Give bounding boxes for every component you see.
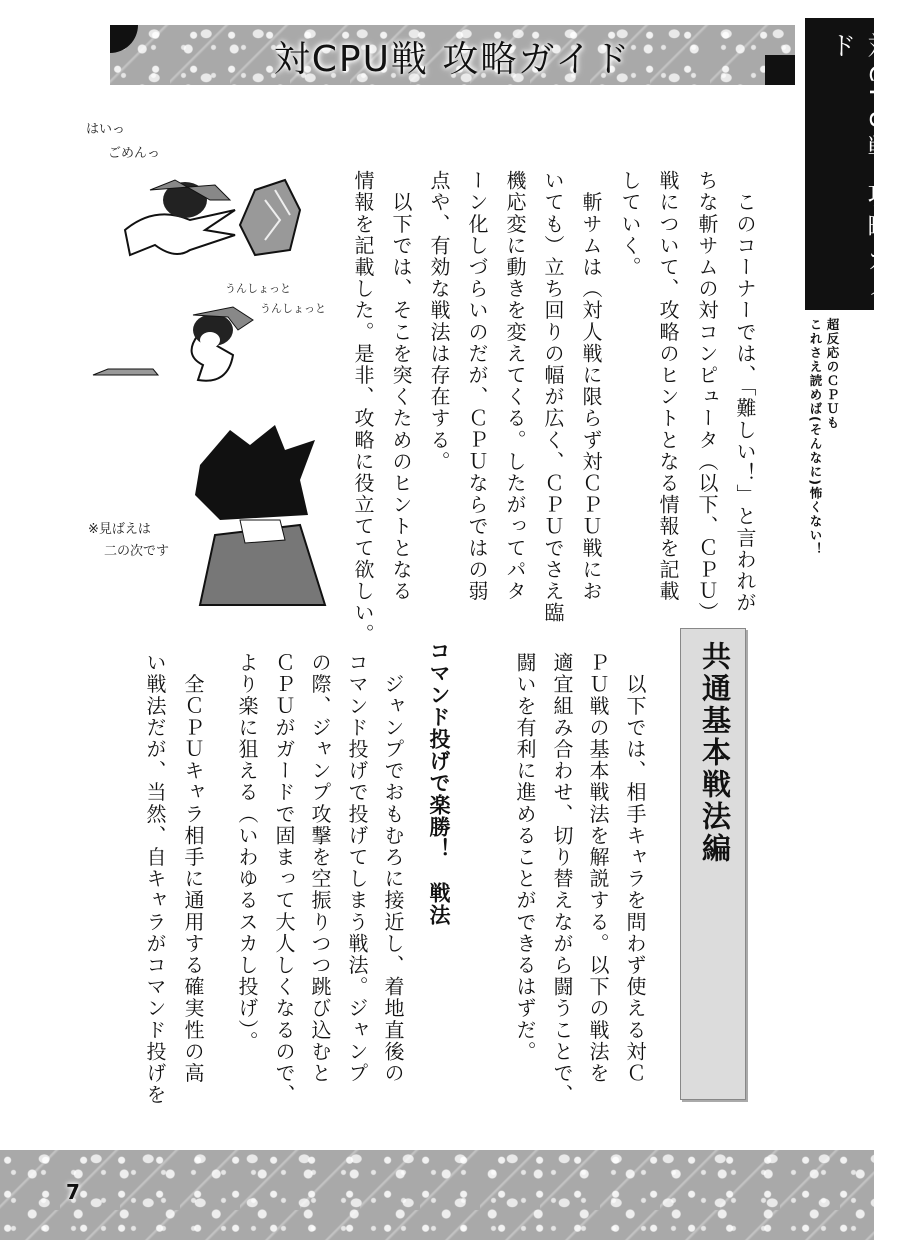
character-walking-illustration — [88, 295, 263, 385]
chapter-subtitle-line1: 超反応のＣＰＵも — [825, 318, 840, 430]
intro-text-line: ーン化しづらいのだが、ＣＰＵならではの弱 — [465, 170, 489, 602]
illustration-caption: ※見ばえは — [88, 522, 151, 537]
subsection-text-line: 全ＣＰＵキャラ相手に通用する確実性の高 — [181, 652, 205, 1084]
subsection-text-line: い戦法だが、当然、自キャラがコマンド投げを — [143, 652, 167, 1106]
intro-text-line: ちな斬サムの対コンピュータ（以下、ＣＰＵ） — [695, 170, 719, 624]
chapter-tab-title: 対CPU戦 攻略ガイド — [826, 32, 893, 310]
subsection-text-line: の際、ジャンプ攻撃を空振りつつ跳び込むと — [308, 652, 332, 1084]
intro-text-line: 点や、有効な戦法は存在する。 — [427, 170, 451, 473]
intro-text-line: 戦について、攻略のヒントとなる情報を記載 — [656, 170, 680, 602]
intro-text-line: していく。 — [618, 170, 642, 278]
page-title: 対CPU戦 攻略ガイド — [273, 39, 632, 80]
illustration-caption: うんしょっと — [260, 302, 326, 315]
intro-text-line: 以下では、そこを突くためのヒントとなる — [389, 170, 413, 602]
section-text-line: 闘いを有利に進めることができるはずだ。 — [513, 652, 537, 1063]
section-text-line: 以下では、相手キャラを問わず使える対Ｃ — [623, 652, 647, 1084]
intro-text-line: 情報を記載した。是非、攻略に役立てて欲しい。 — [351, 170, 375, 646]
intro-text-line: 斬サムは（対人戦に限らず対ＣＰＵ戦にお — [579, 170, 603, 602]
page-number: 7 — [66, 1180, 80, 1204]
page-footer-banner — [0, 1150, 874, 1240]
illustration-caption: はいっ — [86, 122, 126, 137]
character-throwing-rock-illustration — [115, 170, 305, 270]
intro-text-line: 機応変に動きを変えてくる。したがってパタ — [503, 170, 527, 602]
illustration-caption: 二の次です — [104, 544, 170, 559]
section-text-line: ＰＵ戦の基本戦法を解説する。以下の戦法を — [586, 652, 610, 1084]
intro-text-line: このコーナーでは、「難しい！」と言われが — [733, 170, 757, 614]
section-heading-box — [680, 628, 746, 1100]
illustration-caption: うんしょっと — [225, 282, 291, 295]
chapter-tab — [805, 18, 893, 310]
section-title: 共通基本戦法編 — [698, 641, 732, 865]
page-header-banner — [110, 25, 795, 85]
illustration-caption: ごめんっ — [108, 146, 161, 161]
subsection-heading: コマンド投げで楽勝！ 戦法 — [427, 640, 451, 926]
subsection-text-line: コマンド投げで投げてしまう戦法。ジャンプ — [345, 652, 369, 1084]
intro-text-line: いても）立ち回りの幅が広く、ＣＰＵでさえ臨 — [541, 170, 565, 624]
chapter-subtitle-line2: これさえ読めば(そんなに)怖くない！ — [808, 318, 823, 557]
section-text-line: 適宜組み合わせ、切り替えながら闘うことで、 — [550, 652, 574, 1106]
subsection-text-line: ジャンプでおもむろに接近し、着地直後の — [381, 652, 405, 1084]
character-back-view-illustration — [190, 425, 330, 605]
subsection-text-line: より楽に狙える（いわゆるスカし投げ）。 — [235, 652, 259, 1053]
subsection-text-line: ＣＰＵがガードで固まって大人しくなるので、 — [272, 652, 296, 1106]
